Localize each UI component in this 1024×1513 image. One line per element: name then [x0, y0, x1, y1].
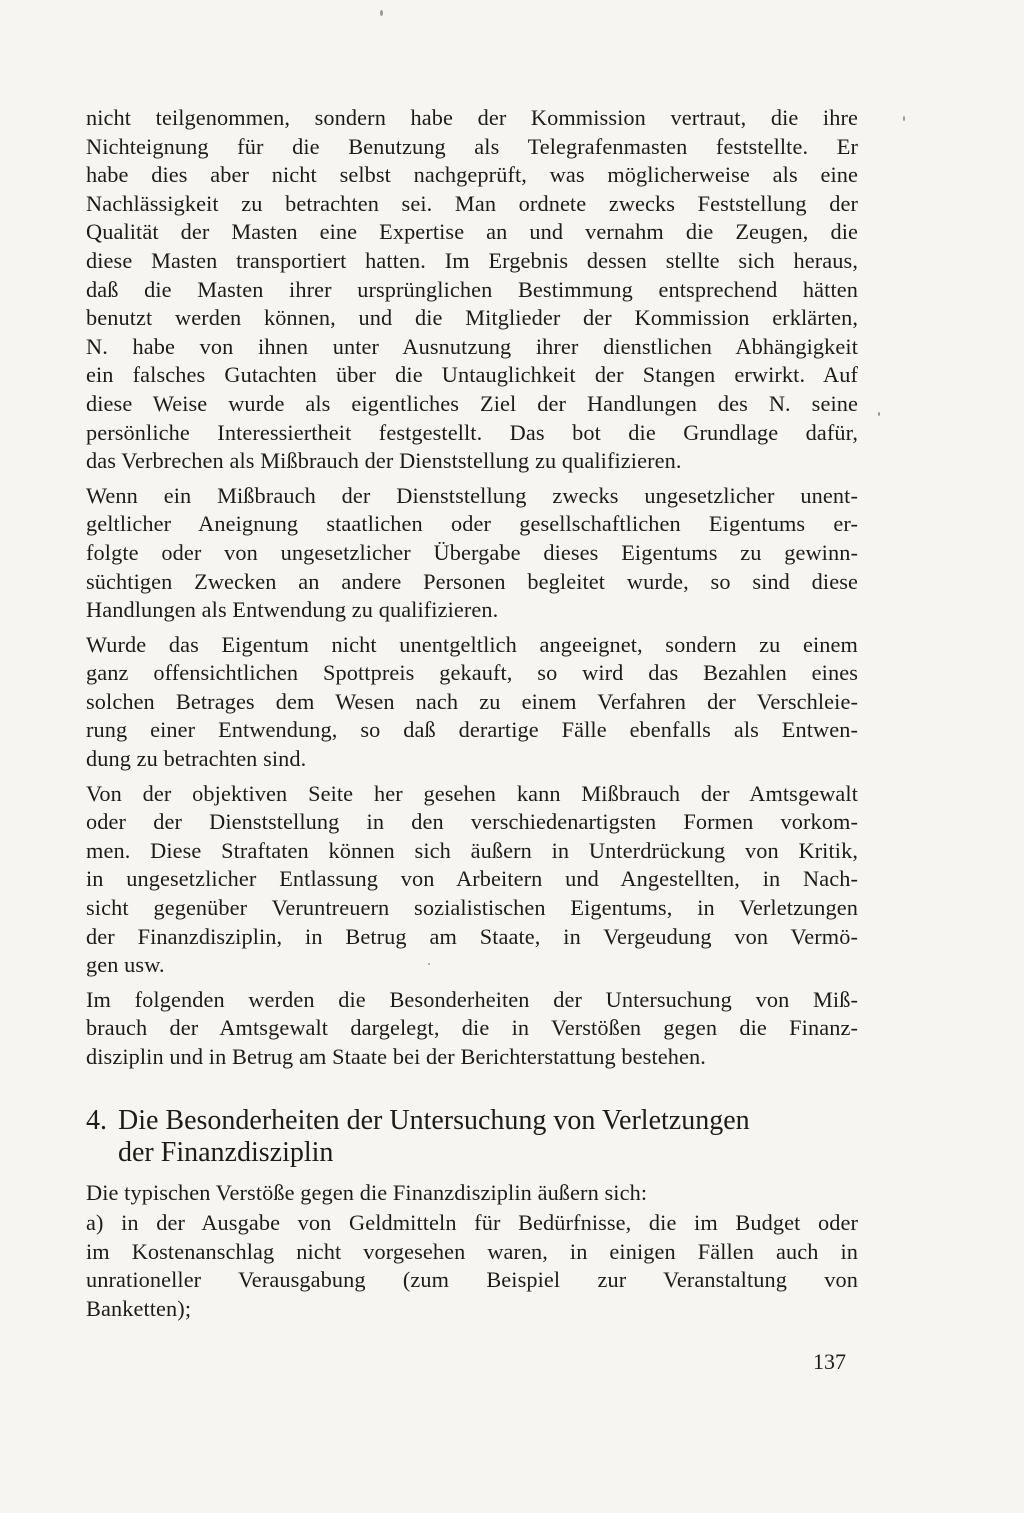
- text-line: Wurde das Eigentum nicht unentgeltlich angeeignet, sondern zu einem: [86, 631, 858, 657]
- text-line: benutzt werden können, und die Mitglieder der Kommission erklärten,: [86, 305, 858, 331]
- text-line: persönliche Interessiertheit festgestellt. Das bot die Grundlage dafür,: [86, 419, 858, 445]
- text-line: solchen Betrages dem Wesen nach zu einem Verfahren der Verschleie-: [86, 688, 858, 714]
- text-line: N. habe von ihnen unter Ausnutzung ihrer dienstlichen Abhängigkeit: [86, 333, 858, 359]
- text-line: folgte oder von ungesetzlicher Übergabe dieses Eigentums zu gewinn-: [86, 539, 858, 565]
- text-line: Wenn ein Mißbrauch der Dienststellung zwecks ungesetzlicher unent-: [86, 482, 858, 508]
- paragraph-1: [86, 104, 858, 476]
- text-line: oder der Dienststellung in den verschiedenartigsten Formen vorkom-: [86, 809, 858, 835]
- text-line: dung zu betrachten sind.: [86, 746, 307, 772]
- section-intro: [86, 1179, 858, 1208]
- text-line: Banketten);: [86, 1295, 192, 1321]
- text-line: brauch der Amtsgewalt dargelegt, die in Verstößen gegen die Finanz-: [86, 1015, 858, 1041]
- text-line: Die typischen Verstöße gegen die Finanzdisziplin äußern sich:: [86, 1179, 648, 1205]
- text-line: gen usw.: [86, 952, 165, 978]
- text-line: Nachlässigkeit zu betrachten sei. Man ordnete zwecks Feststellung der: [86, 190, 858, 216]
- text-line: nicht teilgenommen, sondern habe der Kommission vertraut, die ihre: [86, 105, 858, 130]
- text-line: sicht gegenüber Veruntreuern sozialistischen Eigentums, in Verletzungen: [86, 895, 858, 921]
- text-line: geltlicher Aneignung staatlichen oder gesellschaftlichen Eigentums er-: [86, 511, 858, 537]
- text-line: diese Masten transportiert hatten. Im Ergebnis dessen stellte sich heraus,: [86, 247, 858, 273]
- text-line: disziplin und in Betrug am Staate bei der Berichterstattung bestehen.: [86, 1044, 706, 1069]
- text-line: das Verbrechen als Mißbrauch der Dienststellung zu qualifizieren.: [86, 448, 682, 474]
- page-number: 137: [813, 1349, 846, 1374]
- paragraph-2: [86, 482, 858, 625]
- text-line: der Finanzdisziplin, in Betrug am Staate, in Vergeudung von Vermö-: [86, 923, 858, 949]
- text-line: men. Diese Straftaten können sich äußern in Unterdrückung von Kritik,: [86, 837, 858, 863]
- text-line: Im folgenden werden die Besonderheiten der Untersuchung von Miß-: [86, 986, 858, 1012]
- scan-speck: [878, 412, 880, 416]
- text-line: Nichteignung für die Benutzung als Telegrafenmasten feststellte. Er: [86, 133, 858, 159]
- text-line: süchtigen Zwecken an andere Personen begleitet wurde, so sind diese: [86, 568, 858, 594]
- text-line: in ungesetzlicher Entlassung von Arbeitern und Angestellten, in Nach-: [86, 866, 858, 892]
- text-line: Von der objektiven Seite her gesehen kann Mißbrauch der Amtsgewalt: [86, 780, 858, 806]
- text-line: habe dies aber nicht selbst nachgeprüft, was möglicherweise als eine: [86, 162, 858, 188]
- scan-speck: [903, 116, 905, 121]
- text-line: Qualität der Masten eine Expertise an und vernahm die Zeugen, die: [86, 219, 858, 245]
- paragraph-3: [86, 631, 858, 774]
- text-line: Handlungen als Entwendung zu qualifizieren.: [86, 597, 499, 623]
- paragraph-5: [86, 986, 858, 1072]
- text-line: im Kostenanschlag nicht vorgesehen waren, in einigen Fällen auch in: [86, 1238, 858, 1264]
- section-title-line: Die Besonderheiten der Untersuchung von Verletzungen: [118, 1104, 750, 1136]
- text-line: ganz offensichtlichen Spottpreis gekauft, so wird das Bezahlen eines: [86, 660, 858, 686]
- section-heading: [86, 1105, 858, 1169]
- scan-speck: [380, 10, 383, 16]
- text-line: diese Weise wurde als eigentliches Ziel der Handlungen des N. seine: [86, 390, 858, 416]
- paragraph-4: [86, 780, 858, 980]
- text-line: unrationeller Verausgabung (zum Beispiel zur Veranstaltung von: [86, 1267, 858, 1293]
- scan-speck: [428, 963, 430, 965]
- page-body: [86, 104, 858, 1330]
- section-title-line: der Finanzdisziplin: [118, 1136, 334, 1168]
- text-line: rung einer Entwendung, so daß derartige Fälle ebenfalls als Entwen-: [86, 717, 858, 743]
- section-number: 4.: [86, 1104, 107, 1136]
- list-item-a: [86, 1209, 858, 1323]
- text-line: ein falsches Gutachten über die Untauglichkeit der Stangen erwirkt. Auf: [86, 362, 858, 388]
- text-line: a) in der Ausgabe von Geldmitteln für Bedürfnisse, die im Budget oder: [86, 1210, 858, 1236]
- text-line: daß die Masten ihrer ursprünglichen Bestimmung entsprechend hätten: [86, 276, 858, 302]
